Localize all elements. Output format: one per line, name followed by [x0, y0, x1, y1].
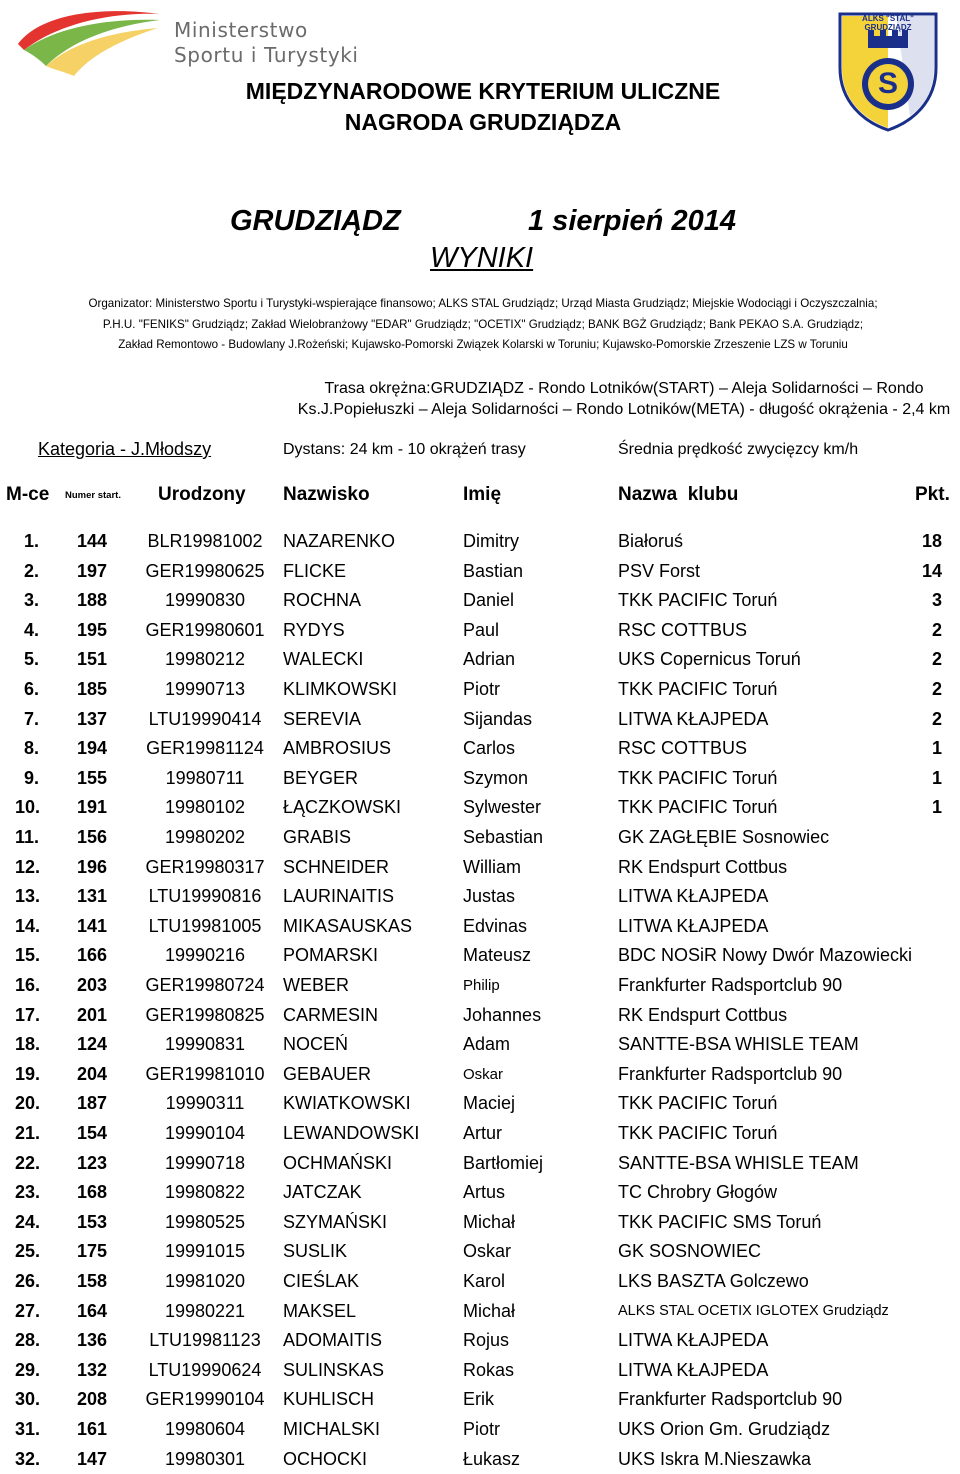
cell-surname: NAZARENKO	[283, 531, 396, 551]
table-row	[0, 1445, 960, 1474]
cell-surname: MIKASAUSKAS	[283, 915, 413, 936]
cell-surname: ADOMAITIS	[283, 1330, 383, 1351]
table-row	[0, 912, 960, 941]
cell-birth-date: 19980202	[164, 827, 246, 847]
cell-club: TC Chrobry Głogów	[618, 1182, 778, 1203]
table-row	[0, 1178, 960, 1207]
cell-club: RK Endspurt Cottbus	[618, 1004, 788, 1025]
cell-first-name: Sylwester	[463, 797, 542, 818]
cell-birth-date: 19990216	[164, 945, 246, 966]
cell-club: LITWA KŁAJPEDA	[618, 1359, 769, 1380]
table-row	[0, 616, 960, 645]
cell-birth-date: 19980822	[164, 1182, 246, 1203]
cell-position: 14.	[15, 915, 41, 936]
cell-club: RK Endspurt Cottbus	[618, 856, 788, 877]
ministry-name	[174, 18, 359, 68]
cell-start-number: 131	[77, 886, 108, 907]
cell-points: 18	[921, 531, 942, 551]
cell-club: TKK PACIFIC SMS Toruń	[618, 1211, 822, 1232]
cell-position: 16.	[15, 975, 41, 995]
cell-birth-date: LTU19981123	[149, 1330, 261, 1351]
organizer-line-1: Organizator: Ministerstwo Sportu i Turystyki-wspierające finansowo; ALKS STAL Grudziądz; Urząd Miasta Grudziądz; Miejskie Wodociągi i Oczyszczalnia;	[88, 297, 878, 310]
cell-start-number: 144	[77, 531, 108, 551]
table-row	[0, 1237, 960, 1266]
cell-birth-date: 19980102	[164, 797, 246, 818]
cell-position: 28.	[15, 1330, 41, 1351]
cell-club: TKK PACIFIC Toruń	[618, 767, 778, 788]
cell-surname: ŁĄCZKOWSKI	[283, 797, 402, 818]
cell-start-number: 195	[77, 619, 108, 640]
cell-first-name: Bastian	[463, 560, 524, 581]
cell-start-number: 175	[77, 1241, 108, 1262]
ministry-logo	[10, 4, 390, 80]
cell-surname: KLIMKOWSKI	[283, 679, 398, 699]
cell-surname: POMARSKI	[283, 945, 379, 966]
cell-surname: KWIATKOWSKI	[283, 1093, 411, 1114]
route-line-1: Trasa okrężna:GRUDZIĄDZ - Rondo Lotników(START) – Aleja Solidarności – Rondo	[324, 380, 924, 397]
table-row	[0, 971, 960, 1000]
table-row	[0, 586, 960, 615]
table-row	[0, 1356, 960, 1385]
cell-first-name: Piotr	[463, 679, 501, 699]
ministry-line-2: Sportu i Turystyki	[174, 43, 359, 67]
cell-start-number: 154	[77, 1123, 108, 1143]
cell-surname: SUSLIK	[283, 1241, 348, 1262]
cell-first-name: Johannes	[463, 1004, 542, 1025]
cell-surname: GEBAUER	[283, 1063, 372, 1084]
cell-club: SANTTE-BSA WHISLE TEAM	[618, 1034, 859, 1055]
cell-club: Białoruś	[618, 531, 684, 551]
table-row	[0, 793, 960, 822]
cell-surname: LEWANDOWSKI	[283, 1123, 420, 1143]
cell-birth-date: GER19980317	[145, 856, 265, 877]
cell-surname: JATCZAK	[283, 1182, 362, 1203]
cell-club: TKK PACIFIC Toruń	[618, 1123, 778, 1143]
cell-surname: BEYGER	[283, 767, 359, 788]
cell-start-number: 147	[77, 1448, 108, 1469]
cell-first-name: Sebastian	[463, 827, 544, 847]
table-row	[0, 1149, 960, 1178]
cell-club: Frankfurter Radsportclub 90	[618, 1389, 843, 1410]
cell-surname: SCHNEIDER	[283, 856, 390, 877]
cell-position: 19.	[15, 1063, 41, 1084]
cell-position: 30.	[15, 1389, 41, 1410]
cell-birth-date: LTU19990816	[148, 886, 262, 907]
cell-first-name: Mateusz	[463, 945, 532, 966]
table-row	[0, 705, 960, 734]
cell-start-number: 188	[77, 590, 108, 611]
cell-birth-date: GER19981124	[146, 738, 264, 759]
cell-position: 7.	[23, 708, 39, 729]
cell-club: TKK PACIFIC Toruń	[618, 797, 778, 818]
cell-position: 1.	[23, 531, 39, 551]
cell-club: UKS Orion Gm. Grudziądz	[618, 1419, 831, 1439]
cell-surname: NOCEŃ	[283, 1034, 349, 1055]
cell-birth-date: 19980212	[164, 649, 246, 670]
cell-birth-date: GER19981010	[145, 1063, 265, 1084]
cell-points: 2	[931, 679, 942, 699]
route-line-2: Ks.J.Popiełuszki – Aleja Solidarności – Rondo Lotników(META) - długość okrążenia - 2,4 km	[297, 401, 951, 418]
cell-birth-date: 19990830	[164, 590, 246, 611]
cell-first-name: Artus	[463, 1182, 506, 1203]
cell-club: PSV Forst	[618, 560, 701, 581]
cell-club: UKS Iskra M.Nieszawka	[618, 1448, 812, 1469]
table-row	[0, 1001, 960, 1030]
cell-club: LKS BASZTA Golczewo	[618, 1271, 809, 1291]
column-header-first-name: Imię	[463, 484, 502, 505]
cell-club: Frankfurter Radsportclub 90	[618, 975, 843, 995]
cell-start-number: 191	[77, 797, 108, 818]
cell-surname: AMBROSIUS	[283, 738, 392, 759]
cell-position: 24.	[15, 1211, 41, 1232]
cell-position: 29.	[15, 1359, 41, 1380]
cell-first-name: Erik	[463, 1389, 494, 1410]
cell-first-name: Artur	[463, 1123, 503, 1143]
cell-birth-date: 19980711	[165, 767, 245, 788]
cell-first-name: Edvinas	[463, 915, 528, 936]
cell-surname: WEBER	[283, 975, 350, 995]
cell-surname: SZYMAŃSKI	[283, 1211, 388, 1232]
cell-birth-date: 19980301	[164, 1448, 246, 1469]
column-header-surname: Nazwisko	[283, 484, 370, 505]
table-row	[0, 941, 960, 970]
cell-birth-date: LTU19990414	[148, 708, 262, 729]
cell-first-name: Karol	[463, 1271, 506, 1291]
cell-first-name: Oskar	[463, 1241, 512, 1262]
table-row	[0, 1030, 960, 1059]
cell-club: RSC COTTBUS	[618, 738, 748, 759]
cell-start-number: 187	[77, 1093, 108, 1114]
table-row	[0, 823, 960, 852]
cell-first-name: Szymon	[463, 767, 529, 788]
cell-first-name: Łukasz	[463, 1448, 521, 1469]
table-row	[0, 1267, 960, 1296]
cell-first-name: Maciej	[463, 1093, 516, 1114]
cell-position: 32.	[15, 1448, 41, 1469]
cell-birth-date: LTU19990624	[148, 1359, 262, 1380]
cell-first-name: Rojus	[463, 1330, 510, 1351]
cell-start-number: 204	[77, 1063, 108, 1084]
cell-position: 23.	[15, 1182, 41, 1203]
cell-position: 17.	[15, 1004, 41, 1025]
cell-club: LITWA KŁAJPEDA	[618, 886, 769, 907]
column-header-club: Nazwa klubu	[618, 484, 739, 505]
cell-birth-date: 19990104	[164, 1123, 246, 1143]
cell-position: 20.	[15, 1093, 41, 1114]
cell-surname: SULINSKAS	[283, 1359, 385, 1380]
event-date: 1 sierpień 2014	[528, 205, 736, 237]
cell-club: LITWA KŁAJPEDA	[618, 708, 769, 729]
cell-position: 6.	[23, 679, 39, 699]
cell-position: 27.	[15, 1300, 41, 1321]
cell-start-number: 141	[77, 915, 108, 936]
table-row	[0, 1415, 960, 1444]
cell-surname: ROCHNA	[283, 590, 362, 611]
cell-first-name: Piotr	[463, 1419, 501, 1439]
table-row	[0, 1297, 960, 1326]
cell-birth-date: 19980525	[164, 1211, 246, 1232]
club-logo-text-1: ALKS "STAL"	[862, 14, 914, 23]
cell-club: GK SOSNOWIEC	[618, 1241, 762, 1262]
cell-start-number: 196	[77, 856, 108, 877]
cell-start-number: 136	[77, 1330, 108, 1351]
cell-birth-date: 19981020	[164, 1271, 246, 1291]
cell-club: BDC NOSiR Nowy Dwór Mazowiecki	[618, 945, 913, 966]
category-label: Kategoria - J.Młodszy	[38, 439, 212, 459]
table-row	[0, 734, 960, 763]
cell-club: ALKS STAL OCETIX IGLOTEX Grudziądz	[618, 1302, 889, 1319]
cell-club: SANTTE-BSA WHISLE TEAM	[618, 1152, 859, 1173]
cell-start-number: 185	[77, 679, 108, 699]
cell-first-name: Dimitry	[463, 531, 519, 551]
cell-birth-date: 19980221	[164, 1300, 246, 1321]
cell-start-number: 166	[77, 945, 108, 966]
cell-position: 9.	[23, 767, 39, 788]
cell-birth-date: 19990718	[164, 1152, 246, 1173]
column-header-points: Pkt.	[915, 484, 950, 505]
table-row	[0, 1385, 960, 1414]
cell-start-number: 208	[77, 1389, 108, 1410]
table-row	[0, 557, 960, 586]
cell-birth-date: 19980604	[164, 1419, 246, 1439]
cell-first-name: Bartłomiej	[463, 1152, 544, 1173]
cell-birth-date: LTU19981005	[148, 915, 262, 936]
cell-first-name: Carlos	[463, 738, 516, 759]
cell-first-name: Paul	[463, 619, 500, 640]
table-row	[0, 675, 960, 704]
club-logo-letter: S	[877, 67, 898, 100]
cell-surname: OCHOCKI	[283, 1448, 368, 1469]
column-header-start-number: Numer start.	[65, 490, 121, 501]
cell-birth-date: GER19980825	[145, 1004, 265, 1025]
table-row	[0, 1208, 960, 1237]
cell-first-name: Oskar	[463, 1065, 504, 1083]
cell-position: 26.	[15, 1271, 41, 1291]
cell-position: 22.	[15, 1152, 41, 1173]
cell-position: 3.	[23, 590, 39, 611]
cell-start-number: 155	[77, 767, 108, 788]
cell-birth-date: GER19980601	[145, 619, 265, 640]
cell-surname: CARMESIN	[283, 1004, 379, 1025]
cell-surname: OCHMAŃSKI	[283, 1152, 393, 1173]
cell-first-name: Justas	[463, 886, 516, 907]
route-description	[284, 378, 960, 420]
avg-speed-label: Średnia prędkość zwycięzcy km/h	[618, 441, 859, 458]
cell-start-number: 123	[77, 1152, 108, 1173]
cell-birth-date: GER19980625	[145, 560, 265, 581]
cell-birth-date: 19990831	[164, 1034, 246, 1055]
cell-birth-date: 19990311	[165, 1093, 245, 1114]
cell-points: 2	[931, 649, 942, 670]
cell-birth-date: BLR19981002	[147, 531, 263, 551]
cell-surname: RYDYS	[283, 619, 345, 640]
cell-club: LITWA KŁAJPEDA	[618, 915, 769, 936]
cell-start-number: 168	[77, 1182, 108, 1203]
cell-club: UKS Copernicus Toruń	[618, 649, 801, 670]
cell-points: 1	[931, 797, 942, 818]
cell-club: RSC COTTBUS	[618, 619, 748, 640]
cell-surname: GRABIS	[283, 827, 352, 847]
cell-birth-date: GER19990104	[145, 1389, 265, 1410]
cell-club: Frankfurter Radsportclub 90	[618, 1063, 843, 1084]
table-row	[0, 764, 960, 793]
cell-position: 5.	[23, 649, 39, 670]
cell-birth-date: 19990713	[164, 679, 246, 699]
cell-surname: MAKSEL	[283, 1300, 357, 1321]
cell-points: 14	[921, 560, 942, 581]
cell-start-number: 153	[77, 1211, 108, 1232]
cell-position: 25.	[15, 1241, 41, 1262]
cell-club: TKK PACIFIC Toruń	[618, 1093, 778, 1114]
cell-start-number: 124	[77, 1034, 108, 1055]
cell-first-name: Philip	[463, 977, 500, 994]
cell-club: TKK PACIFIC Toruń	[618, 590, 778, 611]
cell-position: 31.	[15, 1419, 41, 1439]
cell-surname: KUHLISCH	[283, 1389, 375, 1410]
cell-first-name: Adam	[463, 1034, 511, 1055]
cell-surname: SEREVIA	[283, 708, 362, 729]
results-heading: WYNIKI	[430, 242, 534, 274]
ministry-swoosh-icon	[10, 4, 170, 80]
cell-first-name: William	[463, 856, 521, 877]
event-city: GRUDZIĄDZ	[230, 205, 401, 237]
cell-birth-date: GER19980724	[145, 975, 265, 995]
cell-first-name: Michał	[463, 1300, 516, 1321]
cell-club: GK ZAGŁĘBIE Sosnowiec	[618, 827, 830, 847]
column-header-birth-date: Urodzony	[158, 484, 246, 505]
cell-club: TKK PACIFIC Toruń	[618, 679, 778, 699]
table-row	[0, 882, 960, 911]
cell-points: 3	[931, 590, 942, 611]
cell-points: 1	[931, 767, 942, 788]
cell-surname: LAURINAITIS	[283, 886, 395, 907]
cell-birth-date: 19991015	[164, 1241, 246, 1262]
event-title-line-1: MIĘDZYNARODOWE KRYTERIUM ULICZNE	[245, 78, 721, 104]
cell-surname: WALECKI	[283, 649, 364, 670]
cell-first-name: Rokas	[463, 1359, 515, 1380]
cell-surname: FLICKE	[283, 560, 347, 581]
cell-first-name: Daniel	[463, 590, 515, 611]
cell-first-name: Michał	[463, 1211, 516, 1232]
cell-first-name: Sijandas	[463, 708, 533, 729]
table-row	[0, 1089, 960, 1118]
cell-points: 1	[931, 738, 942, 759]
cell-first-name: Adrian	[463, 649, 516, 670]
cell-start-number: 132	[77, 1359, 108, 1380]
cell-position: 15.	[15, 945, 41, 966]
ministry-line-1: Ministerstwo	[174, 18, 308, 42]
table-row	[0, 1119, 960, 1148]
column-header-position: M-ce	[6, 484, 50, 505]
cell-position: 4.	[23, 619, 39, 640]
organizer-line-2: P.H.U. "FENIKS" Grudziądz; Zakład Wielobranżowy "EDAR" Grudziądz; "OCETIX" Grudziądz; BANK BGŻ Grudziądz; Bank PEKAO S.A. Grudziądz;	[102, 317, 864, 331]
cell-surname: CIEŚLAK	[283, 1271, 360, 1291]
cell-start-number: 194	[77, 738, 108, 759]
cell-start-number: 201	[77, 1004, 108, 1025]
table-row	[0, 1326, 960, 1355]
cell-position: 21.	[15, 1123, 41, 1143]
cell-start-number: 203	[77, 975, 108, 995]
cell-position: 8.	[23, 738, 39, 759]
organizer-text	[54, 294, 912, 356]
cell-position: 10.	[15, 797, 41, 818]
cell-position: 13.	[15, 886, 41, 907]
cell-start-number: 197	[77, 560, 108, 581]
cell-points: 2	[931, 708, 942, 729]
cell-club: LITWA KŁAJPEDA	[618, 1330, 769, 1351]
cell-start-number: 158	[77, 1271, 108, 1291]
cell-position: 2.	[23, 560, 39, 581]
cell-position: 11.	[15, 827, 40, 847]
club-logo-text-2: GRUDZIĄDZ	[864, 23, 912, 32]
cell-start-number: 161	[77, 1419, 108, 1439]
cell-start-number: 151	[77, 649, 108, 670]
table-row	[0, 645, 960, 674]
cell-points: 2	[931, 619, 942, 640]
event-title-line-2: NAGRODA GRUDZIĄDZA	[344, 109, 622, 135]
cell-start-number: 164	[77, 1300, 108, 1321]
organizer-line-3: Zakład Remontowo - Budowlany J.Rożeński; Kujawsko-Pomorski Związek Kolarski w Toruniu; Kujawsko-Pomorskie Zrzeszenie LZS w Toruniu	[118, 338, 848, 351]
cell-position: 18.	[15, 1034, 41, 1055]
table-row	[0, 853, 960, 882]
table-row	[0, 1060, 960, 1089]
cell-surname: MICHALSKI	[283, 1419, 381, 1439]
distance-label: Dystans: 24 km - 10 okrążeń trasy	[283, 441, 526, 458]
cell-start-number: 156	[77, 827, 108, 847]
cell-position: 12.	[15, 856, 41, 877]
table-row	[0, 527, 960, 556]
cell-start-number: 137	[77, 708, 108, 729]
